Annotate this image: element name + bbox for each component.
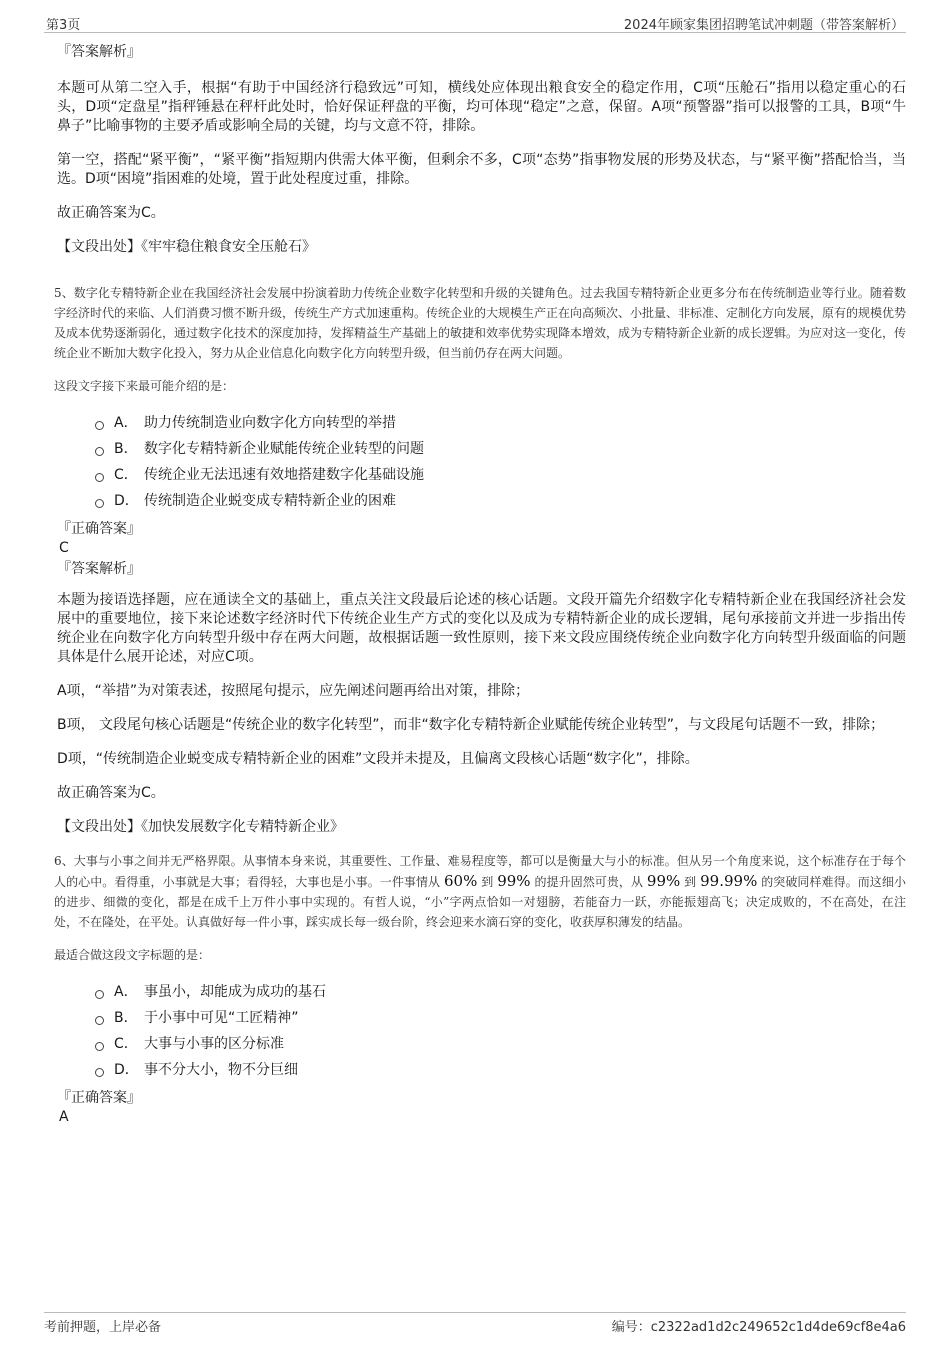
document-id: 编号：c2322ad1d2c249652c1d4de69cf8e4a6 (611, 1320, 906, 1335)
page-number: 第3页 (46, 18, 81, 33)
analysis-paragraph: 第一空，搭配“紧平衡”，“紧平衡”指短期内供需大体平衡，但剩余不多，C项“态势”指事物发展的形势及状态，与“紧平衡”搭配恰当，当选。D项“困境”指困难的处境，置于此处程度过重，排除。 (57, 152, 906, 187)
correct-answer: C (59, 540, 69, 556)
radio-icon[interactable] (95, 421, 104, 430)
footer-slogan: 考前押题，上岸必备 (44, 1320, 162, 1335)
question-5-prompt: 这段文字接下来最可能介绍的是： (54, 379, 235, 393)
analysis-paragraph: 本题为接语选择题，应在通读全文的基础上，重点关注文段最后论述的核心话题。文段开篇先介绍数字化专精特新企业在我国经济社会发展中的重要地位，接下来论述数字经济时代下传统企业生产方式的变化以及成为专精特新企业的成长逻辑，尾句承接前文并进一步指出传统企业在向数字化方向转型升级中存在两大问题，故根据话题一致性原则，接下来文段应围绕传统企业向数字化方向转型升级面临的问题具体是什么展开论述，对应C项。 (57, 592, 906, 665)
source-line (57, 817, 906, 837)
radio-icon[interactable] (95, 447, 104, 456)
option-a[interactable]: A． 助力传统制造业向数字化方向转型的举措 (95, 409, 906, 435)
correct-answer: A (59, 1109, 69, 1125)
analysis-conclusion: 故正确答案为C。 (57, 785, 165, 801)
radio-icon[interactable] (95, 1042, 104, 1051)
radio-icon[interactable] (95, 1068, 104, 1077)
radio-icon[interactable] (95, 473, 104, 482)
question-5-options (95, 409, 906, 513)
math-value: 99% (497, 872, 531, 890)
question-6-options (95, 978, 906, 1082)
option-d[interactable]: D． 传统制造企业蜕变成专精特新企业的困难 (95, 487, 906, 513)
page-header (44, 12, 906, 33)
radio-icon[interactable] (95, 990, 104, 999)
page-footer (44, 1312, 906, 1335)
question-6-text: 6、大事与小事之间并无严格界限。从事情本身来说，其重要性、工作量、难易程度等，都可以是衡量大与小的标准。但从另一个角度来说，这个标准存在于每个人的心中。看得重，小事就是大事；看得轻，大事也是小事。一件事情从 60% 到 99% 的提升固然可贵，从 99% 到 99.99% 的突破同样难得。而这细小的进步、细微的变化，都是在成千上万件小事中实现的。有哲人说，“小”字两点恰如一对翅膀，若能奋力一跃，亦能振翅高飞；决定成败的，不在高处，在注处，不在隆处，在平处。认真做好每一件小事，踩实成长每一级台阶，终会迎来水滴石穿的变化，收获厚积薄发的结晶。 (54, 854, 906, 929)
correct-answer-label: 『正确答案』 (57, 1090, 141, 1106)
source-label: 【文段出处】 (57, 819, 141, 835)
option-c[interactable]: C． 大事与小事的区分标准 (95, 1030, 906, 1056)
math-value: 99.99% (700, 872, 758, 890)
document-title: 2024年顾家集团招聘笔试冲刺题（带答案解析） (623, 18, 904, 33)
question-6-prompt: 最适合做这段文字标题的是： (54, 948, 211, 962)
analysis-conclusion: 故正确答案为C。 (57, 205, 165, 221)
source-title: 《加快发展数字化专精特新企业》 (141, 819, 344, 835)
analysis-paragraph: D项，“传统制造企业蜕变成专精特新企业的困难”文段并未提及，且偏离文段核心话题“数字化”，排除。 (57, 751, 699, 767)
source-title: 《牢牢稳住粮食安全压舱石》 (141, 239, 316, 255)
radio-icon[interactable] (95, 499, 104, 508)
option-b[interactable]: B． 数字化专精特新企业赋能传统企业转型的问题 (95, 435, 906, 461)
option-a[interactable]: A． 事虽小，却能成为成功的基石 (95, 978, 906, 1004)
source-label: 【文段出处】 (57, 239, 141, 255)
correct-answer-label: 『正确答案』 (57, 521, 141, 537)
analysis-paragraph: A项，“举措”为对策表述，按照尾句提示，应先阐述问题再给出对策，排除； (57, 683, 530, 699)
option-d[interactable]: D． 事不分大小，物不分巨细 (95, 1056, 906, 1082)
source-line (57, 237, 906, 257)
radio-icon[interactable] (95, 1016, 104, 1025)
analysis-paragraph: B项， 文段尾句核心话题是“传统企业的数字化转型”，而非“数字化专精特新企业赋能传统企业转型”，与文段尾句话题不一致，排除； (57, 717, 885, 733)
option-c[interactable]: C． 传统企业无法迅速有效地搭建数字化基础设施 (95, 461, 906, 487)
analysis-label: 『答案解析』 (57, 561, 141, 577)
math-value: 99% (646, 872, 681, 890)
option-b[interactable]: B． 于小事中可见“工匠精神” (95, 1004, 906, 1030)
analysis-paragraph: 本题可从第二空入手，根据“有助于中国经济行稳致远”可知，横线处应体现出粮食安全的稳定作用，C项“压舱石”指用以稳定重心的石头，D项“定盘星”指秤锤悬在秤杆此处时，恰好保证秤盘的平衡，均可体现“稳定”之意，保留。A项“预警器”指可以报警的工具，B项“牛鼻子”比喻事物的主要矛盾或影响全局的关键，均与文意不符，排除。 (57, 80, 906, 134)
question-5-text: 5、数字化专精特新企业在我国经济社会发展中扮演着助力传统企业数字化转型和升级的关键角色。过去我国专精特新企业更多分布在传统制造业等行业。随着数字经济时代的来临、人们消费习惯不断升级，传统生产方式加速重构。传统企业的大规模生产正在向高频次、小批量、非标准、定制化方向发展，原有的规模优势及成本优势逐渐弱化，通过数字化技术的深度加持，发挥精益生产基础上的敏捷和效率优势实现降本增效，成为专精特新企业新的成长逻辑。为应对这一变化，传统企业不断加大数字化投入，努力从企业信息化向数字化方向转型升级，但当前仍存在两大问题。 (54, 286, 907, 360)
page-content (54, 42, 907, 1126)
math-value: 60% (444, 872, 478, 890)
analysis-label: 『答案解析』 (57, 44, 141, 60)
